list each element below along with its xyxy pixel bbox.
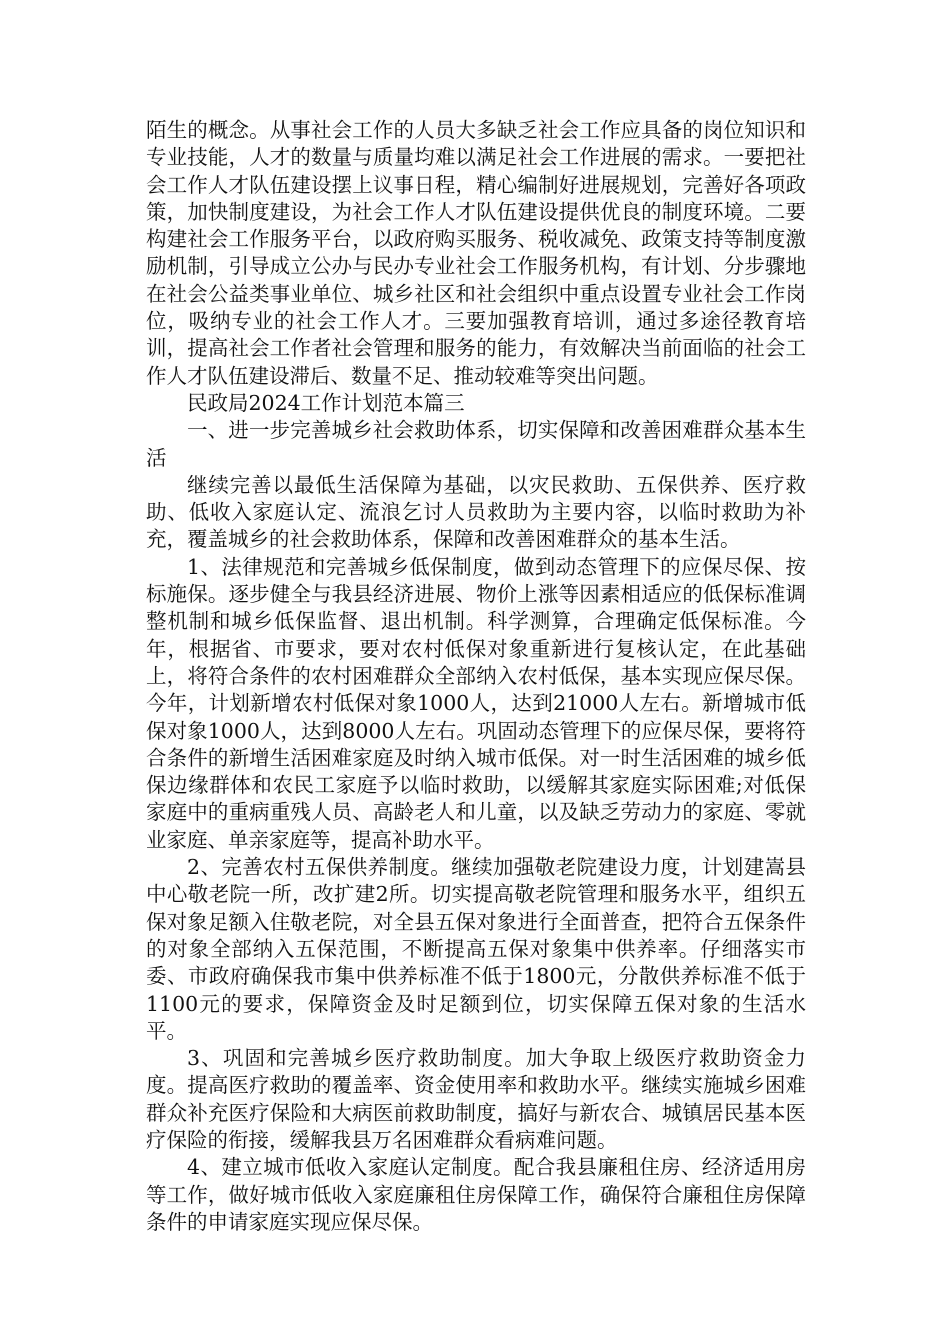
paragraph-item-1: 1、法律规范和完善城乡低保制度，做到动态管理下的应保尽保、按标施保。逐步健全与我县经济进展、物价上涨等因素相适应的低保标准调整机制和城乡低保监督、退出机制。科学测算，合理确定低保标准。今年，根据省、市要求，要对农村低保对象重新进行复核认定，在此基础上，将符合条件的农村困难群众全部纳入农村低保，基本实现应保尽保。今年，计划新增农村低保对象1000人，达到21000人左右。新增城市低保对象1000人，达到8000人左右。巩固动态管理下的应保尽保，要将符合条件的新增生活困难家庭及时纳入城市低保。对一时生活困难的城乡低保边缘群体和农民工家庭予以临时救助，以缓解其家庭实际困难;对低保家庭中的重病重残人员、高龄老人和儿童，以及缺乏劳动力的家庭、零就业家庭、单亲家庭等，提高补助水平。	[146, 554, 806, 852]
paragraph-item-3: 3、巩固和完善城乡医疗救助制度。加大争取上级医疗救助资金力度。提高医疗救助的覆盖率、资金使用率和救助水平。继续实施城乡困难群众补充医疗保险和大病医前救助制度，搞好与新农合、城镇居民基本医疗保险的衔接，缓解我县万名困难群众看病难问题。	[146, 1046, 806, 1152]
paragraph-item-2: 2、完善农村五保供养制度。继续加强敬老院建设力度，计划建嵩县中心敬老院一所，改扩建2所。切实提高敬老院管理和服务水平，组织五保对象足额入住敬老院，对全县五保对象进行全面普查，把符合五保条件的对象全部纳入五保范围，不断提高五保对象集中供养率。仔细落实市委、市政府确保我市集中供养标准不低于1800元，分散供养标准不低于1100元的要求，保障资金及时足额到位，切实保障五保对象的生活水平。	[146, 855, 806, 1043]
document-body	[146, 117, 806, 1236]
section-heading-1: 一、进一步完善城乡社会救助体系，切实保障和改善困难群众基本生活	[146, 418, 806, 470]
paragraph-continuation: 陌生的概念。从事社会工作的人员大多缺乏社会工作应具备的岗位知识和专业技能，人才的数量与质量均难以满足社会工作进展的需求。一要把社会工作人才队伍建设摆上议事日程，精心编制好进展规划，完善好各项政策，加快制度建设，为社会工作人才队伍建设提供优良的制度环境。二要构建社会工作服务平台，以政府购买服务、税收减免、政策支持等制度激励机制，引导成立公办与民办专业社会工作服务机构，有计划、分步骤地在社会公益类事业单位、城乡社区和社会组织中重点设置专业社会工作岗位，吸纳专业的社会工作人才。三要加强教育培训，通过多途径教育培训，提高社会工作者社会管理和服务的能力，有效解决当前面临的社会工作人才队伍建设滞后、数量不足、推动较难等突出问题。	[146, 118, 806, 388]
section-title: 民政局2024工作计划范本篇三	[187, 390, 465, 415]
paragraph-intro: 继续完善以最低生活保障为基础，以灾民救助、五保供养、医疗救助、低收入家庭认定、流浪乞讨人员救助为主要内容，以临时救助为补充，覆盖城乡的社会救助体系，保障和改善困难群众的基本生活。	[146, 472, 806, 552]
paragraph-item-4: 4、建立城市低收入家庭认定制度。配合我县廉租住房、经济适用房等工作，做好城市低收入家庭廉租住房保障工作，确保符合廉租住房保障条件的申请家庭实现应保尽保。	[146, 1155, 806, 1234]
